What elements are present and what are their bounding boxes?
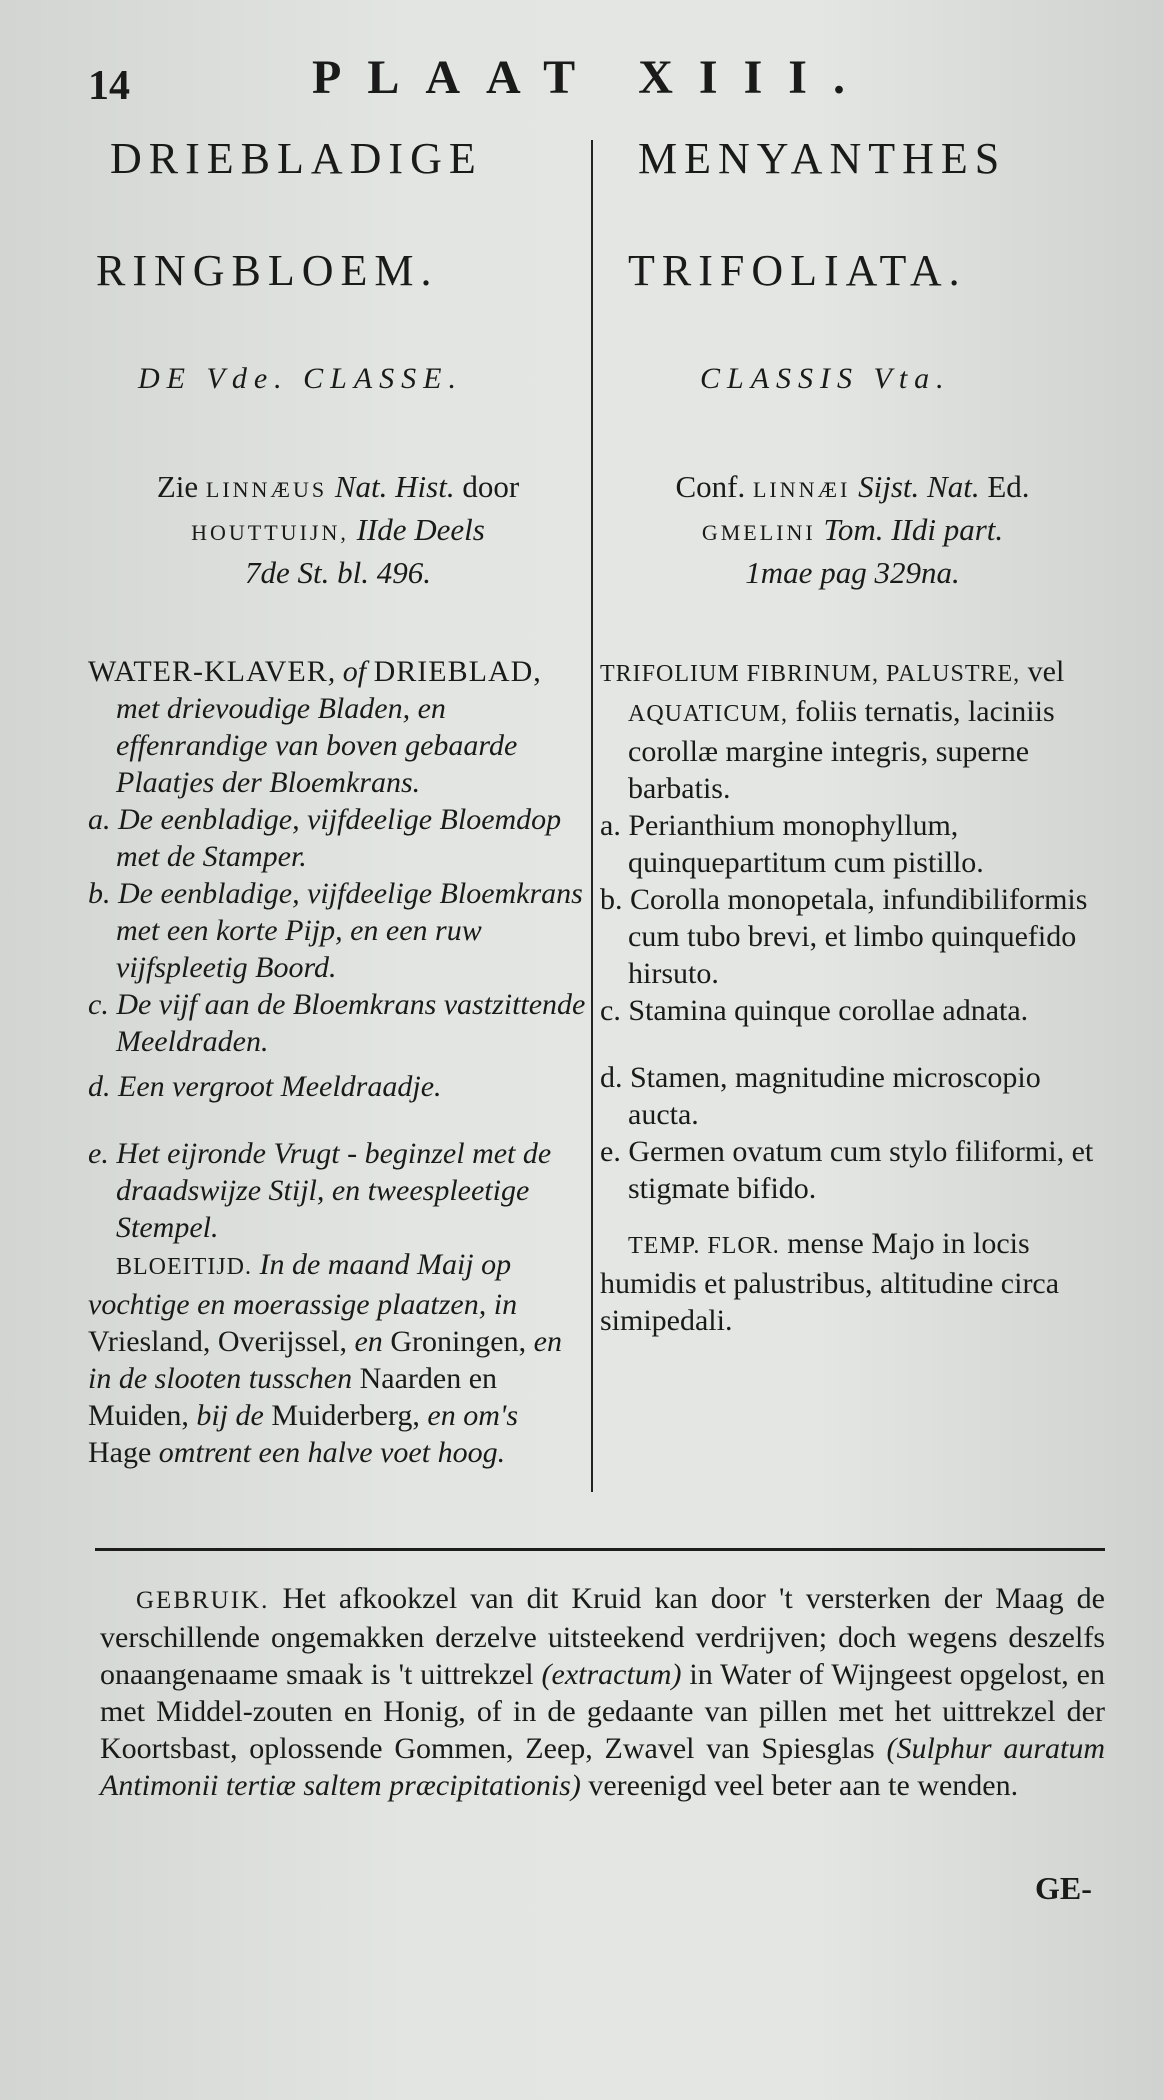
right-ref-conf: Conf.: [675, 469, 746, 504]
left-bloom-para: [88, 1246, 588, 1471]
left-desc-or: , of: [327, 655, 367, 688]
left-bloom-text-5: en om's: [427, 1399, 518, 1432]
right-item-d: d. Stamen, magnitudine microscopio aucta.: [600, 1061, 1041, 1131]
left-ref-by: door: [462, 469, 520, 504]
left-item-a: a. De eenbladige, vijfdeelige Bloemdop met de Stamper.: [88, 803, 562, 873]
usage-text-3: in Water of Wijngeest opgelost, en met Middel-zouten en Honig, of in de gedaante van pillen met het uittrekzel der Koortsbast, oplossende Gommen, Zeep, Zwavel van Spiesglas: [100, 1658, 1105, 1765]
right-item-e: e. Germen ovatum cum stylo filiformi, et stigmate bifido.: [600, 1135, 1094, 1205]
right-ref-page: 1mae pag 329na.: [745, 555, 960, 590]
left-ref-see: Zie: [156, 469, 199, 504]
left-bloom-text-1: In de maand Maij op vochtige en moerassige plaatzen, in: [88, 1248, 518, 1321]
left-class-label: DE Vde. CLASSE.: [138, 362, 463, 395]
left-reference: [88, 467, 588, 593]
section-rule: [95, 1548, 1105, 1551]
left-item-d: d. Een vergroot Meeldraadje.: [88, 1070, 442, 1103]
usage-text-2: (extractum): [541, 1658, 682, 1691]
right-item-a: a. Perianthium monophyllum, quinquepartitum cum pistillo.: [600, 809, 984, 879]
right-temp-text: mense Majo in locis humidis et palustribus, altitudine circa simipedali.: [600, 1227, 1060, 1337]
left-bloom-text-2: en: [354, 1325, 383, 1358]
usage-label: GEBRUIK.: [136, 1587, 270, 1614]
right-ref-ed: Ed.: [987, 469, 1030, 504]
left-place-groningen: Groningen,: [390, 1325, 527, 1358]
column-divider: [591, 140, 593, 1492]
right-desc-name: TRIFOLIUM FIBRINUM, PALUSTRE,: [600, 661, 1021, 687]
left-desc-name: WATER-KLAVER: [88, 655, 328, 688]
right-ref-volume: Tom. IIdi part.: [823, 512, 1004, 547]
right-reference: [600, 467, 1105, 593]
left-ref-work: Nat. Hist.: [334, 469, 455, 504]
page-number: 14: [88, 63, 130, 109]
right-ref-author: LINNÆI: [752, 477, 851, 502]
right-ref-editor: GMELINI: [701, 520, 816, 545]
left-desc-para: [88, 653, 588, 801]
left-item-c: c. De vijf aan de Bloemkrans vastzittende Meeldraden.: [88, 988, 586, 1058]
running-head: PLAAT XIII.: [312, 51, 871, 104]
left-bloom-text-4: bij de: [196, 1399, 264, 1432]
right-desc-vel: vel: [1027, 655, 1065, 688]
left-item-e: e. Het eijronde Vrugt - beginzel met de draadswijze Stijl, en tweespleetige Stempel.: [88, 1137, 552, 1244]
right-temp-para: [600, 1225, 1105, 1339]
usage-text-5: vereenigd veel beter aan te wenden.: [588, 1769, 1019, 1802]
usage-text-1: Het afkookzel van dit Kruid kan door 't versterken der Maag de verschillende ongemakken derzelve uitsteekend verdrijven; doch wegens deszelfs onaangenaame smaak is 't uittrekzel: [100, 1582, 1106, 1691]
left-title-line-2: RINGBLOEM.: [96, 246, 439, 295]
left-place-overijssel: Overijssel,: [217, 1325, 347, 1358]
left-bloom-text-3: en in de slooten tusschen: [88, 1325, 562, 1395]
left-title-line-1: DRIEBLADIGE: [110, 134, 483, 183]
catchword: GE-: [1035, 1870, 1092, 1906]
left-place-vriesland: Vriesland,: [88, 1325, 211, 1358]
left-ref-volume: IIde Deels: [356, 512, 485, 547]
left-bloom-text-6: omtrent een halve voet hoog.: [158, 1436, 506, 1469]
left-place-muiderberg: Muiderberg,: [271, 1399, 420, 1432]
left-ref-page: 7de St. bl. 496.: [245, 555, 431, 590]
usage-paragraph: [100, 1580, 1105, 1804]
right-title-line-1: MENYANTHES: [638, 134, 1007, 183]
right-desc-text: foliis ternatis, laciniis corollæ margine integris, superne barbatis.: [628, 695, 1055, 805]
left-place-naarden: Naarden en Muiden,: [88, 1362, 498, 1432]
left-desc-text: met drievoudige Bladen, en effenrandige van boven gebaarde Plaatjes der Bloemkrans.: [116, 692, 518, 799]
right-item-b: b. Corolla monopetala, infundibiliformis cum tubo brevi, et limbo quinquefido hirsuto.: [600, 883, 1088, 990]
left-place-hage: Hage: [88, 1436, 152, 1469]
left-item-b: b. De eenbladige, vijfdeelige Bloemkrans met een korte Pijp, en een ruw vijfspleetig Boord.: [88, 877, 583, 984]
left-ref-translator: HOUTTUIJN,: [191, 520, 349, 545]
right-desc-alt-name: AQUATICUM,: [628, 701, 788, 727]
usage-text-4: (Sulphur auratum Antimonii tertiæ saltem præcipitationis): [100, 1732, 1105, 1802]
right-title-line-2: TRIFOLIATA.: [628, 246, 967, 295]
right-temp-label: TEMP. FLOR.: [628, 1233, 780, 1259]
right-desc-para: [600, 653, 1105, 807]
right-class-label: CLASSIS Vta.: [700, 362, 951, 395]
right-ref-work: Sijst. Nat.: [858, 469, 980, 504]
left-bloom-label: BLOEITIJD.: [116, 1254, 252, 1280]
right-item-c: c. Stamina quinque corollae adnata.: [600, 994, 1029, 1027]
left-ref-author: LINNÆUS: [205, 477, 328, 502]
left-desc-alt-name: DRIEBLAD,: [373, 655, 542, 688]
right-description: [600, 653, 1105, 1339]
left-description: [88, 653, 588, 1471]
